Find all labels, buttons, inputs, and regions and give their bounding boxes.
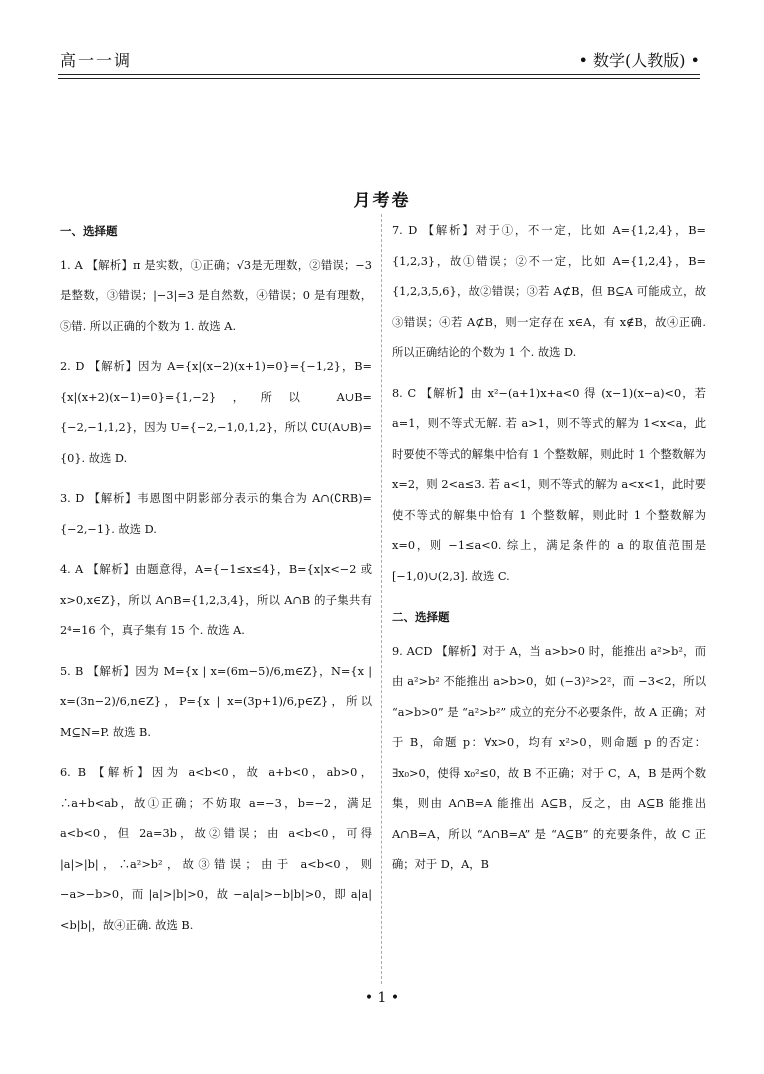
answer-paragraph: 7. D 【解析】对于①，不一定，比如 A={1,2,4}，B={1,2,3}，故①错误；②不一定，比如 A={1,2,4}，B={1,2,3,5,6}，故②错误；③若 A⊄B，但 B⊆A 可能成立，故③错误；④若 A⊄B，则一定存在 x∈A，有 x∉B，故④正确. 所以正确结论的个数为 1 个. 故选 D.: [392, 224, 706, 359]
answer-paragraph: 1. A 【解析】π 是实数，①正确；√3是无理数，②错误；−3 是整数，③错误；|−3|=3 是自然数，④错误；0 是有理数，⑤错. 所以正确的个数为 1. 故选 A.: [60, 258, 372, 333]
answer-paragraph: 8. C 【解析】由 x²−(a+1)x+a<0 得 (x−1)(x−a)<0，若 a=1，则不等式无解. 若 a>1，则不等式的解为 1<x<a，此时要使不等式的解集中恰有 1 个整数解，则此时 1 个整数解为 x=2，则 2<a≤3. 若 a<1，则不等式的解为 a<x<1，此时要使不等式的解集中恰有 1 个整数解，则此时 1 个整数解为 x=0，则 −1≤a<0. 综上，满足条件的 a 的取值范围是 [−1,0)∪(2,3]. 故选 C.: [392, 386, 706, 583]
answer-paragraph: 2. D 【解析】因为 A={x|(x−2)(x+1)=0}={−1,2}，B={x|(x+2)(x−1)=0}={1,−2}，所以 A∪B={−2,−1,1,2}，因为 U={−2,−1,0,1,2}，所以 ∁U(A∪B)={0}. 故选 D.: [60, 360, 372, 465]
answer-paragraph: 6. B 【解析】因为 a<b<0，故 a+b<0，ab>0，∴a+b<ab，故①正确；不妨取 a=−3，b=−2，满足 a<b<0，但 2a=3b，故②错误；由 a<b<0，可得 |a|>|b|，∴a²>b²，故③错误；由于 a<b<0，则 −a>−b>0，而 |a|>|b|>0，故 −a|a|>−b|b|>0，即 a|a|<b|b|，故④正确. 故选 B.: [60, 766, 372, 932]
header-subject-label: • 数学(人教版) •: [578, 51, 700, 70]
column-divider: [381, 214, 382, 984]
page-title: 月考卷: [353, 191, 411, 211]
header-rule-thin: [58, 78, 700, 79]
section-heading: 一、选择题: [60, 224, 118, 238]
answer-paragraph: 5. B 【解析】因为 M={x | x=(6m−5)/6,m∈Z}，N={x | x=(3n−2)/6,n∈Z}，P={x | x=(3p+1)/6,p∈Z}，所以 M⊆N=P. 故选 B.: [60, 664, 372, 739]
page-number: • 1 •: [364, 990, 400, 1006]
header-rule-thick: [58, 74, 700, 75]
page-header: [60, 48, 700, 72]
section-heading: 二、选择题: [392, 610, 450, 624]
answer-paragraph: 4. A 【解析】由题意得，A={−1≤x≤4}，B={x|x<−2 或 x>0,x∈Z}，所以 A∩B={1,2,3,4}，所以 A∩B 的子集共有 2⁴=16 个，真子集有 15 个. 故选 A.: [60, 563, 372, 637]
header-left-label: 高一一调: [60, 51, 133, 70]
left-column: [60, 216, 372, 951]
answer-paragraph: 9. ACD 【解析】对于 A，当 a>b>0 时，能推出 a²>b²，而由 a²>b² 不能推出 a>b>0，如 (−3)²>2²，而 −3<2，所以 “a>b>0” 是 “a²>b²” 成立的充分不必要条件，故 A 正确；对于 B，命题 p：∀x>0，均有 x²>0，则命题 p 的否定：∃x₀>0，使得 x₀²≤0，故 B 不正确；对于 C，A，B 是两个数集，则由 A∩B=A 能推出 A⊆B，反之，由 A⊆B 能推出 A∩B=A，所以 “A∩B=A” 是 “A⊆B” 的充要条件，故 C 正确；对于 D，A，B: [392, 644, 706, 871]
right-column: [392, 216, 706, 891]
answer-paragraph: 3. D 【解析】韦恩图中阴影部分表示的集合为 A∩(∁RB)={−2,−1}. 故选 D.: [60, 492, 372, 536]
